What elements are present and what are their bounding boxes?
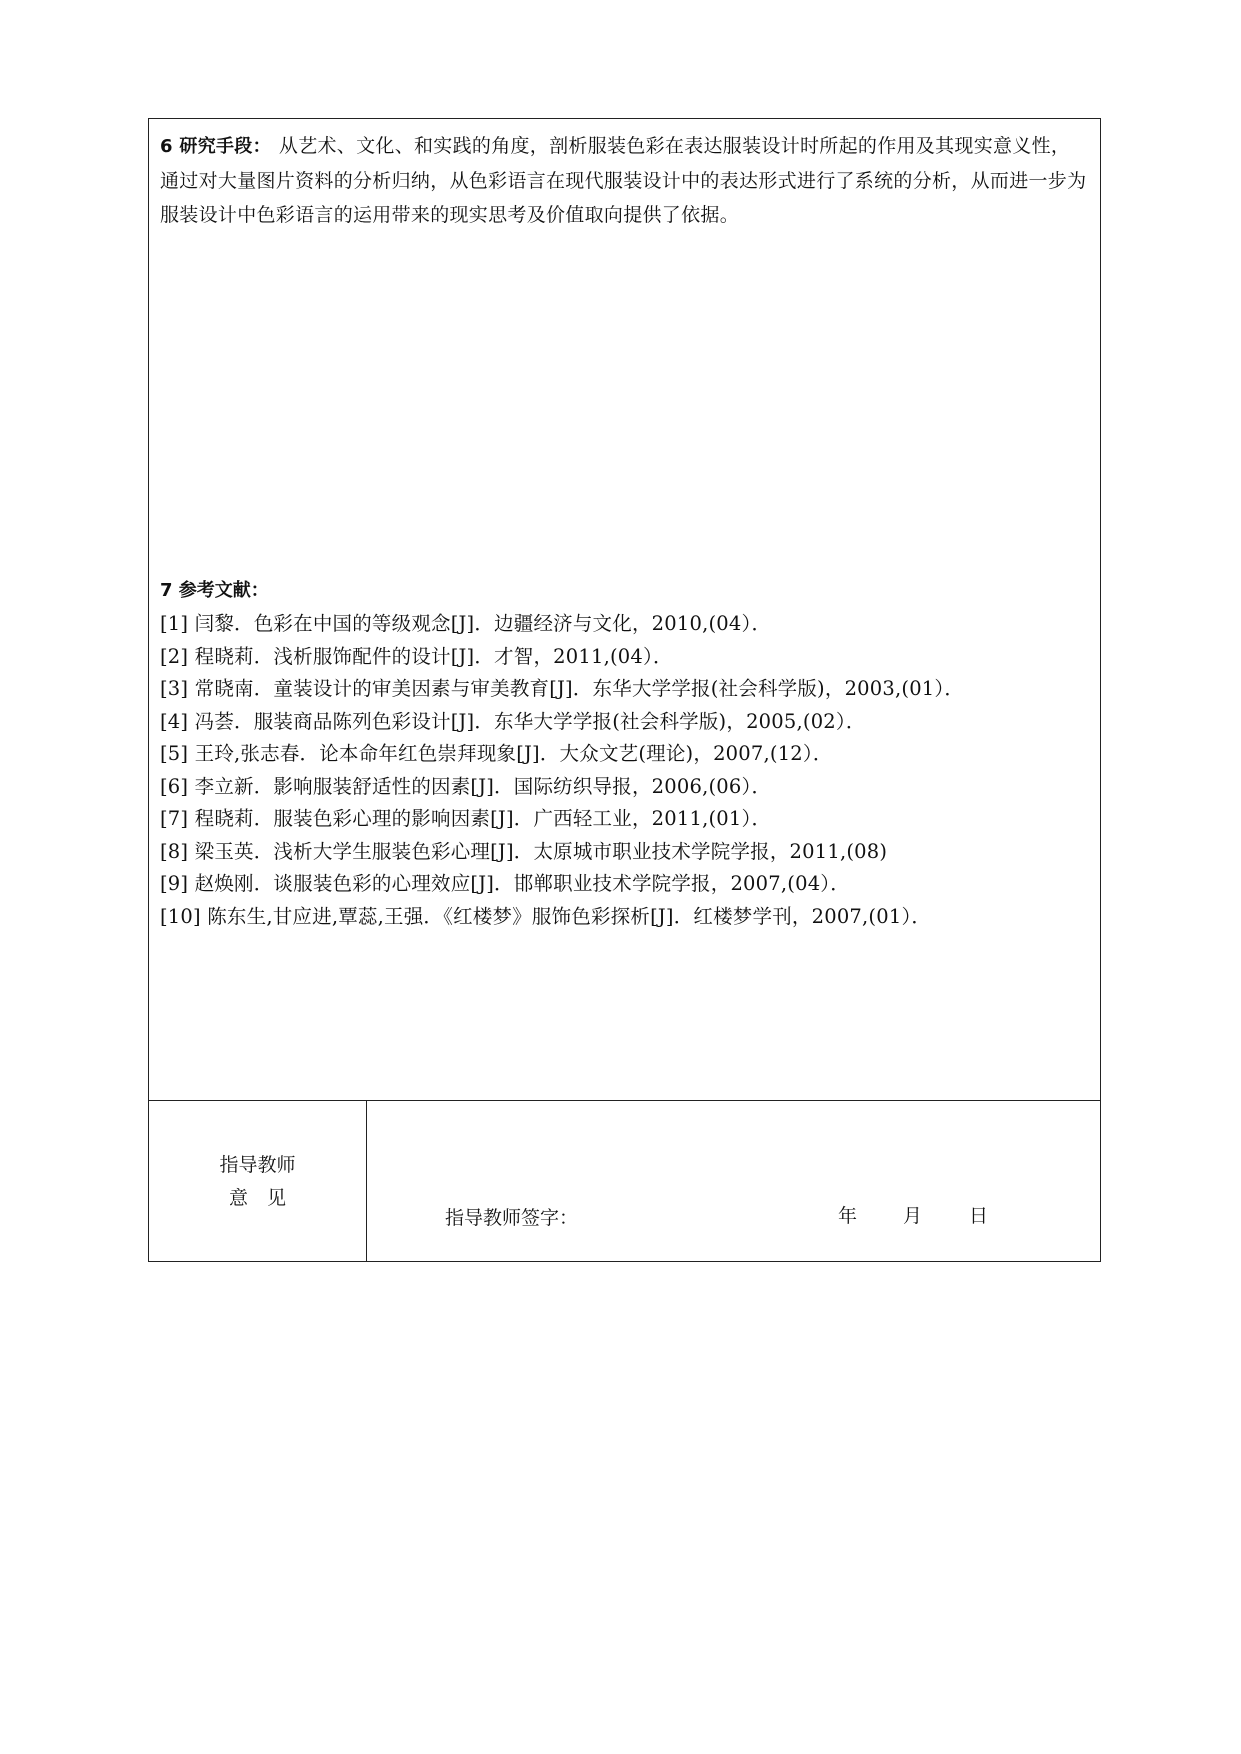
research-methods-label: 6 研究手段：: [160, 136, 271, 157]
research-methods-section: [160, 129, 1089, 232]
reference-item: [5] 王玲,张志春．论本命年红色崇拜现象[J]．大众文艺(理论)，2007,(12）．: [160, 742, 833, 765]
reference-item: [3] 常晓南．童装设计的审美因素与审美教育[J]．东华大学学报(社会科学版)，2003,(01）．: [160, 677, 965, 700]
reference-item: [4] 冯荟．服装商品陈列色彩设计[J]．东华大学学报(社会科学版)，2005,(02）．: [160, 709, 866, 733]
date-month-label: 月: [903, 1205, 923, 1227]
research-methods-text: 从艺术、文化、和实践的角度，剖析服装色彩在表达服装设计时所起的作用及其现实意义性，通过对大量图片资料的分析归纳，从色彩语言在现代服装设计中的表达形式进行了系统的分析，从而进一步为服装设计中色彩语言的运用带来的现实思考及价值取向提供了依据。: [160, 135, 1087, 226]
reference-item: [1] 闫黎．色彩在中国的等级观念[J]．边疆经济与文化，2010,(04）．: [160, 612, 772, 635]
reference-item: [10] 陈东生,甘应进,覃蕊,王强．《红楼梦》服饰色彩探析[J]．红楼梦学刊，2007,(01）．: [160, 904, 932, 928]
advisor-label-line1: 指导教师: [219, 1154, 296, 1176]
date-year-label: 年: [838, 1205, 858, 1227]
reference-item: [6] 李立新．影响服装舒适性的因素[J]．国际纺织导报，2006,(06）．: [160, 774, 772, 798]
research-content-cell: [149, 119, 1100, 1101]
references-heading: 7 参考文献：: [160, 580, 269, 601]
advisor-opinion-row: [149, 1101, 1100, 1261]
advisor-opinion-label-cell: [149, 1101, 367, 1261]
advisor-label-line2: 意 见: [228, 1187, 286, 1209]
form-table: [148, 118, 1101, 1262]
reference-item: [7] 程晓莉．服装色彩心理的影响因素[J]．广西轻工业，2011,(01）．: [160, 807, 772, 830]
reference-item: [9] 赵焕刚．谈服装色彩的心理效应[J]．邯郸职业技术学院学报，2007,(04）．: [160, 872, 850, 895]
references-section: [160, 574, 1090, 933]
advisor-opinion-content-cell[interactable]: [367, 1101, 1100, 1261]
date-day-label: 日: [969, 1205, 989, 1227]
reference-item: [2] 程晓莉．浅析服饰配件的设计[J]．才智，2011,(04）．: [160, 644, 673, 668]
reference-item: [8] 梁玉英．浅析大学生服装色彩心理[J]．太原城市职业技术学院学报，2011,(08): [160, 839, 888, 863]
advisor-signature-label: 指导教师签字：: [445, 1207, 579, 1229]
